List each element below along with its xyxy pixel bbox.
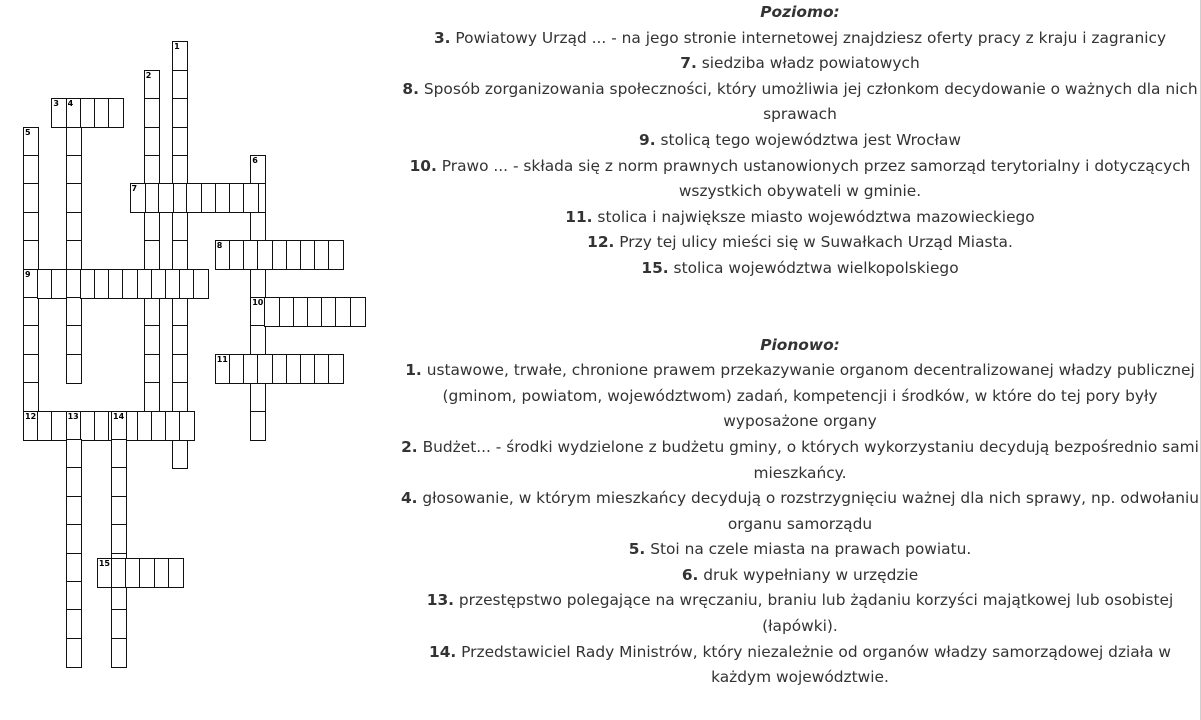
crossword-cell[interactable] bbox=[250, 212, 266, 242]
crossword-cell[interactable] bbox=[66, 155, 82, 185]
crossword-cell[interactable] bbox=[172, 382, 188, 412]
clue-number-2: 2 bbox=[145, 70, 152, 80]
clue-number-8: 8 bbox=[216, 241, 223, 251]
crossword-cell[interactable] bbox=[66, 325, 82, 355]
across-heading: Poziomo: bbox=[760, 3, 840, 21]
crossword-cell[interactable] bbox=[144, 240, 160, 270]
clue-text: Prawo ... - składa się z norm prawnych ustanowionych przez samorząd terytorialny i dotyczących wszystkich obywateli w gminie. bbox=[441, 156, 1191, 201]
clue-number: 15. bbox=[641, 258, 669, 277]
clue-number-3: 3 bbox=[53, 99, 59, 109]
crossword-cell[interactable] bbox=[66, 183, 82, 213]
clue-number: 2. bbox=[401, 437, 418, 456]
across-clue bbox=[400, 77, 1200, 128]
crossword-cell[interactable] bbox=[23, 297, 39, 327]
crossword-cell[interactable] bbox=[144, 127, 160, 157]
clue-number: 6. bbox=[681, 565, 699, 584]
across-clue bbox=[400, 128, 1200, 154]
crossword-cell[interactable] bbox=[23, 354, 39, 384]
crossword-cell[interactable] bbox=[144, 98, 160, 128]
crossword-cell[interactable] bbox=[172, 212, 188, 242]
crossword-cell[interactable] bbox=[328, 240, 344, 270]
across-clue bbox=[400, 26, 1200, 52]
crossword-cell[interactable] bbox=[23, 212, 39, 242]
down-clue bbox=[400, 563, 1200, 589]
clue-number-12: 12 bbox=[25, 411, 37, 421]
clue-number-11: 11 bbox=[216, 354, 228, 364]
clue-number-9: 9 bbox=[25, 269, 31, 279]
crossword-cell[interactable] bbox=[66, 609, 82, 639]
clue-number: 14. bbox=[428, 642, 457, 661]
down-heading: Pionowo: bbox=[760, 335, 840, 354]
crossword-cell[interactable] bbox=[66, 524, 82, 554]
crossword-cell[interactable] bbox=[111, 467, 127, 497]
crossword-cell[interactable] bbox=[172, 155, 188, 185]
crossword-cell[interactable] bbox=[23, 325, 39, 355]
crossword-cell[interactable] bbox=[144, 212, 160, 242]
crossword-cell[interactable] bbox=[111, 609, 127, 639]
crossword-cell[interactable] bbox=[66, 581, 82, 611]
crossword-cell[interactable] bbox=[250, 382, 266, 412]
clue-text: stolica województwa wielkopolskiego bbox=[673, 258, 959, 277]
crossword-cell[interactable] bbox=[66, 467, 82, 497]
clue-number: 8. bbox=[402, 79, 419, 98]
clue-number-5: 5 bbox=[25, 127, 31, 137]
crossword-cell[interactable] bbox=[23, 155, 39, 185]
clue-number: 1. bbox=[405, 361, 422, 380]
crossword-cell[interactable] bbox=[111, 638, 127, 668]
crossword-cell[interactable] bbox=[66, 439, 82, 469]
crossword-cell[interactable] bbox=[243, 183, 259, 213]
crossword-cell[interactable] bbox=[144, 70, 160, 100]
clue-text: Przy tej ulicy mieści się w Suwałkach Urząd Miasta. bbox=[619, 233, 1013, 252]
clue-number-6: 6 bbox=[252, 156, 258, 165]
crossword-cell[interactable] bbox=[144, 297, 160, 327]
clue-text: Budżet... - środki wydzielone z budżetu gminy, o których wykorzystaniu decydują bezpośrednio sami mieszkańcy. bbox=[422, 437, 1199, 482]
clue-number: 10. bbox=[409, 156, 437, 175]
clue-text: druk wypełniany w urzędzie bbox=[703, 565, 919, 584]
clue-number: 3. bbox=[433, 28, 451, 47]
crossword-cell[interactable] bbox=[144, 382, 160, 412]
clue-number-15: 15 bbox=[98, 559, 110, 569]
down-clue bbox=[400, 588, 1200, 639]
clue-text: Powiatowy Urząd ... - na jego stronie internetowej znajdziesz oferty pracy z kraju i zagranicy bbox=[455, 28, 1167, 47]
clue-text: głosowanie, w którym mieszkańcy decydują o rozstrzygnięciu ważnej dla nich sprawy, np. odwołaniu organu samorządu bbox=[422, 489, 1200, 533]
crossword-cell[interactable] bbox=[111, 496, 127, 526]
crossword-cell[interactable] bbox=[172, 70, 188, 100]
crossword-cell[interactable] bbox=[23, 240, 39, 270]
clue-number: 12. bbox=[587, 233, 615, 252]
clue-number-7: 7 bbox=[131, 184, 138, 194]
crossword-cell[interactable] bbox=[193, 269, 209, 299]
crossword-cell[interactable] bbox=[130, 183, 146, 213]
clue-number: 9. bbox=[639, 130, 656, 149]
crossword-cell[interactable] bbox=[172, 127, 188, 157]
crossword-cell[interactable] bbox=[23, 127, 39, 157]
across-clue bbox=[400, 256, 1200, 282]
down-clue bbox=[400, 537, 1200, 563]
crossword-cell[interactable] bbox=[66, 127, 82, 157]
crossword-cell[interactable] bbox=[172, 297, 188, 327]
clue-text: stolicą tego województwa jest Wrocław bbox=[660, 130, 961, 149]
clue-number: 4. bbox=[400, 489, 418, 508]
clue-number: 13. bbox=[426, 591, 454, 610]
down-clue bbox=[400, 435, 1200, 486]
clue-number-4: 4 bbox=[67, 99, 74, 109]
crossword-cell[interactable] bbox=[172, 240, 188, 270]
crossword-cell[interactable] bbox=[66, 354, 82, 384]
across-clue bbox=[400, 230, 1200, 256]
crossword-cell[interactable] bbox=[108, 98, 124, 128]
clues-panel bbox=[400, 0, 1200, 720]
across-clue bbox=[400, 154, 1200, 205]
crossword-cell[interactable] bbox=[250, 325, 266, 355]
crossword-cell[interactable] bbox=[66, 553, 82, 583]
crossword-cell[interactable] bbox=[111, 411, 127, 441]
clue-text: przestępstwo polegające na wręczaniu, braniu lub żądaniu korzyści majątkowej lub osobistej (łapówki). bbox=[458, 591, 1174, 636]
crossword-cell[interactable] bbox=[172, 439, 188, 469]
crossword-cell[interactable] bbox=[66, 297, 82, 327]
crossword-cell[interactable] bbox=[66, 496, 82, 526]
clue-text: Sposób zorganizowania społeczności, który umożliwia jej członkom decydowanie o ważnych dla nich sprawach bbox=[423, 79, 1198, 124]
crossword-cell[interactable] bbox=[350, 297, 366, 327]
clue-text: Stoi na czele miasta na prawach powiatu. bbox=[650, 540, 972, 559]
crossword-cell[interactable] bbox=[158, 183, 174, 213]
crossword-cell[interactable] bbox=[144, 354, 160, 384]
crossword-cell[interactable] bbox=[328, 354, 344, 384]
crossword-cell[interactable] bbox=[51, 269, 67, 299]
crossword-cell[interactable] bbox=[168, 558, 184, 588]
crossword-cell[interactable] bbox=[172, 325, 188, 355]
clue-text: siedziba władz powiatowych bbox=[701, 54, 920, 73]
clue-text: stolica i największe miasto województwa mazowieckiego bbox=[597, 207, 1035, 226]
down-clue-list bbox=[400, 358, 1200, 691]
crossword-cell[interactable] bbox=[144, 325, 160, 355]
crossword-cell[interactable] bbox=[172, 98, 188, 128]
clue-number: 11. bbox=[565, 207, 593, 226]
crossword-cell[interactable] bbox=[66, 240, 82, 270]
clue-number-13: 13 bbox=[67, 411, 79, 421]
crossword-cell[interactable] bbox=[250, 155, 266, 185]
crossword-cell[interactable] bbox=[111, 439, 127, 469]
crossword-cell[interactable] bbox=[179, 411, 195, 441]
down-clue bbox=[400, 640, 1200, 691]
clue-number: 7. bbox=[680, 54, 697, 73]
crossword-cell[interactable] bbox=[144, 155, 160, 185]
crossword-cell[interactable] bbox=[172, 354, 188, 384]
across-clue-list bbox=[400, 26, 1200, 282]
down-clue bbox=[400, 358, 1200, 435]
crossword-cell[interactable] bbox=[66, 212, 82, 242]
clue-number-10: 10 bbox=[252, 298, 264, 307]
clue-text: Przedstawiciel Rady Ministrów, który niezależnie od organów władzy samorządowej działa w każdym województwie. bbox=[461, 642, 1172, 687]
crossword-cell[interactable] bbox=[66, 638, 82, 668]
crossword-grid bbox=[0, 0, 400, 720]
crossword-cell[interactable] bbox=[172, 41, 188, 71]
crossword-cell[interactable] bbox=[111, 524, 127, 554]
across-clue bbox=[400, 51, 1200, 77]
clue-number-1: 1 bbox=[174, 42, 180, 52]
crossword-cell[interactable] bbox=[23, 382, 39, 412]
crossword-cell[interactable] bbox=[250, 411, 266, 441]
down-clue bbox=[400, 486, 1200, 537]
across-clue bbox=[400, 205, 1200, 231]
crossword-cell[interactable] bbox=[23, 183, 39, 213]
clue-number: 5. bbox=[628, 540, 646, 559]
clue-number-14: 14 bbox=[113, 411, 125, 421]
clue-text: ustawowe, trwałe, chronione prawem przekazywanie organom decentralizowanej władzy publicznej (gminom, powiatom, województwom) zadań, kompetencji i środków, w które do tej pory były wyposażone organy bbox=[426, 361, 1195, 431]
crossword-cell[interactable] bbox=[250, 269, 266, 299]
